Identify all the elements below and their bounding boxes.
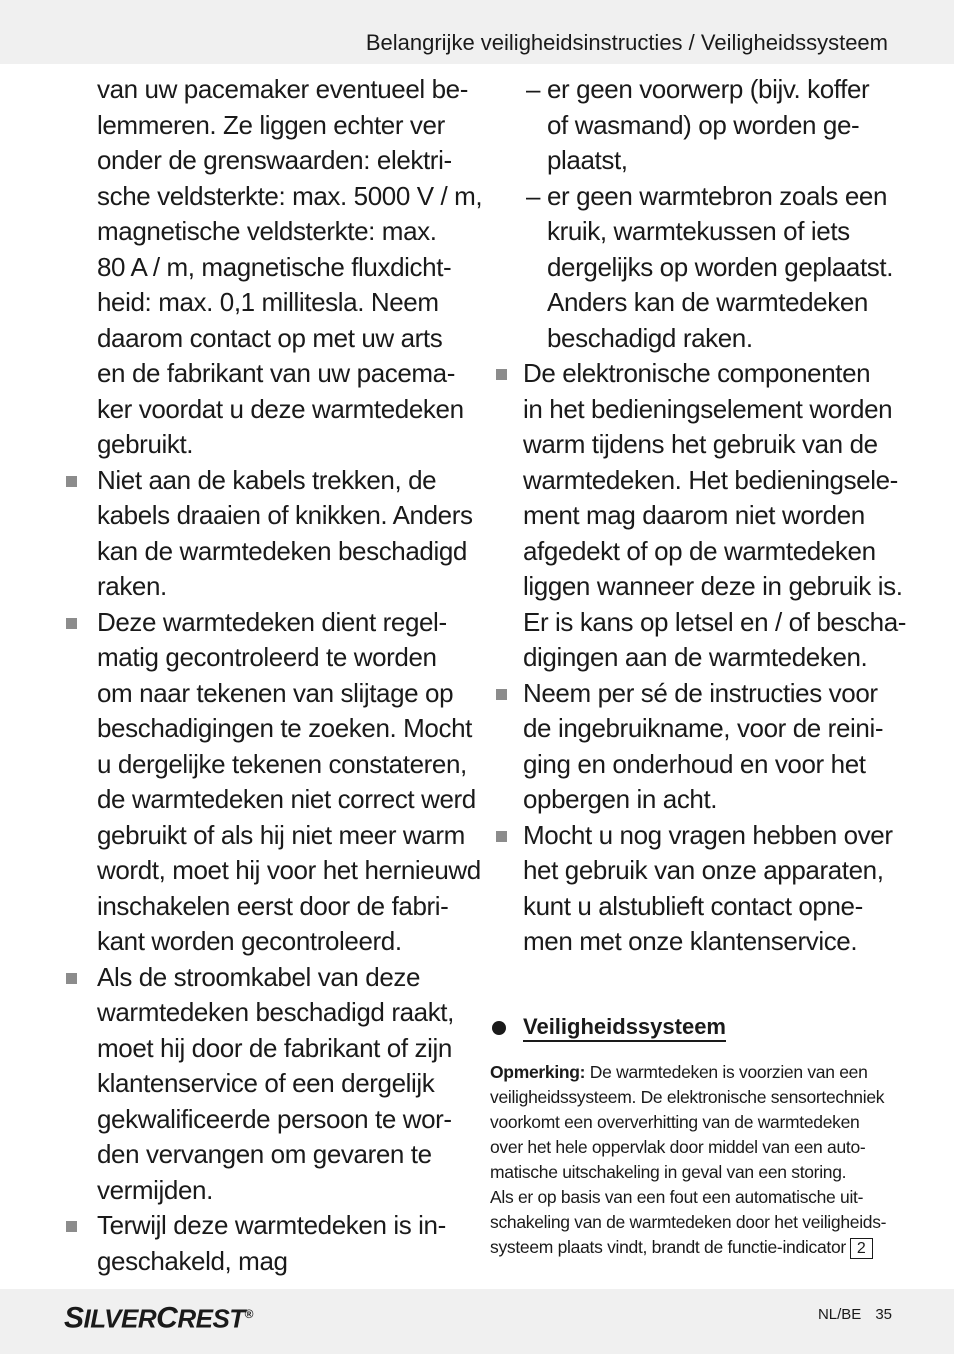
text-line: lemmeren. Ze liggen echter ver — [97, 109, 445, 140]
note-block — [490, 1060, 900, 1260]
text-line: en de fabrikant van uw pacema- — [97, 358, 455, 388]
square-bullet-icon — [66, 476, 77, 487]
dash-marker: – — [526, 74, 541, 104]
text-line: sche veldsterkte: max. 5000 V / m, — [97, 180, 483, 211]
text-line: Niet aan de kabels trekken, de — [97, 464, 437, 495]
dash-item-no-heat-source — [490, 179, 900, 357]
bullet-item-electronics — [490, 356, 907, 676]
text-line: matig gecontroleerd te worden — [97, 642, 437, 672]
text-line: kant worden gecontroleerd. — [97, 926, 402, 956]
text-line: men met onze klantenservice. — [523, 926, 858, 956]
text-line: daarom contact op met uw arts — [97, 322, 443, 353]
text-line: Anders kan de warmtedeken — [547, 287, 868, 317]
text-line: klantenservice of een dergelijk — [97, 1068, 435, 1098]
square-bullet-icon — [496, 831, 507, 842]
bullet-item-switched-on — [60, 1208, 470, 1279]
text-line: of wasmand) op worden ge- — [547, 109, 860, 140]
text-line: magnetische veldsterkte: max. — [97, 216, 437, 246]
dash-marker: – — [526, 180, 541, 211]
text-line: digingen aan de warmtedeken. — [523, 642, 868, 672]
text-line: Deze warmtedeken dient regel- — [97, 606, 447, 637]
square-bullet-icon — [496, 369, 507, 380]
text-line: inschakelen eerst door de fabri- — [97, 890, 449, 921]
text-line: warmtedeken. Het bedieningsele- — [523, 464, 898, 495]
text-line: in het bedieningselement worden — [523, 393, 893, 424]
text-line: gebruikt. — [97, 429, 194, 459]
bullet-item-instructions — [490, 676, 900, 818]
indicator-reference-box: 2 — [850, 1238, 873, 1259]
square-bullet-icon — [66, 1221, 77, 1232]
text-line: onder de grenswaarden: elektri- — [97, 145, 452, 175]
text-line: Mocht u nog vragen hebben over — [523, 819, 893, 850]
locale-label: NL/BE — [817, 1306, 862, 1323]
section-title: Veiligheidssysteem — [523, 1014, 726, 1042]
note-line: over het hele oppervlak door middel van een auto- — [490, 1136, 866, 1157]
note-line: schakeling van de warmtedeken door het veiligheids- — [490, 1211, 887, 1232]
bullet-item-inspection — [60, 605, 481, 960]
round-bullet-icon — [492, 1021, 506, 1035]
text-line: er geen warmtebron zoals een — [547, 180, 888, 211]
text-line: liggen wanneer deze in gebruik is. — [523, 571, 903, 601]
text-line: dergelijks op worden geplaatst. — [547, 251, 894, 282]
text-line: beschadigd raken. — [547, 322, 753, 353]
text-line: De elektronische componenten — [523, 358, 871, 388]
text-line: plaatst, — [547, 145, 628, 175]
text-line: vermijden. — [97, 1174, 213, 1205]
text-line: u dergelijke tekenen constateren, — [97, 748, 467, 779]
text-line: warmtedeken beschadigd raakt, — [97, 997, 454, 1027]
page-number: 35 — [875, 1306, 892, 1323]
note-first-line — [490, 1060, 900, 1085]
text-line: ker voordat u deze warmtedeken — [97, 393, 464, 424]
note-text: De warmtedeken is voorzien van een — [585, 1061, 868, 1082]
text-line: wordt, moet hij voor het hernieuwd — [97, 855, 481, 885]
text-line: beschadigingen te zoeken. Mocht — [97, 713, 472, 743]
brand-logo: SILVERCREST® — [64, 1301, 254, 1335]
dash-item-no-objects — [490, 72, 900, 179]
bullet-item-power-cable — [60, 960, 470, 1209]
note-text: systeem plaats vindt, brandt de functie-indicator — [490, 1236, 846, 1257]
text-line: kabels draaien of knikken. Anders — [97, 500, 473, 530]
section-heading — [490, 1012, 900, 1042]
right-column — [490, 72, 907, 1260]
text-line: Terwijl deze warmtedeken is in- — [97, 1210, 446, 1240]
text-line: moet hij door de fabrikant of zijn — [97, 1032, 452, 1063]
note-line: veiligheidssysteem. De elektronische sensortechniek — [490, 1086, 885, 1107]
text-line: 80 A / m, magnetische fluxdicht- — [97, 251, 452, 282]
left-column — [60, 72, 483, 1279]
text-line: Als de stroomkabel van deze — [97, 961, 421, 992]
bullet-item-questions — [490, 818, 900, 960]
text-line: om naar tekenen van slijtage op — [97, 677, 454, 708]
page-header-title: Belangrijke veiligheidsinstructies / Veiligheidssysteem — [365, 30, 888, 55]
text-line: ging en onderhoud en voor het — [523, 748, 866, 779]
text-line: afgedekt of op de warmtedeken — [523, 535, 876, 566]
text-line: de ingebruikname, voor de reini- — [523, 713, 884, 743]
note-label: Opmerking: — [490, 1061, 586, 1082]
text-line: ment mag daarom niet worden — [523, 500, 865, 530]
text-line: warm tijdens het gebruik van de — [523, 429, 878, 459]
text-line: kan de warmtedeken beschadigd — [97, 535, 467, 566]
text-line: gebruikt of als hij niet meer warm — [97, 819, 465, 850]
text-line: opbergen in acht. — [523, 784, 718, 814]
text-line: kruik, warmtekussen of iets — [547, 216, 850, 246]
text-line: heid: max. 0,1 millitesla. Neem — [97, 287, 439, 317]
text-line: Er is kans op letsel en / of bescha- — [523, 606, 907, 637]
text-line: de warmtedeken niet correct werd — [97, 784, 476, 814]
text-line: geschakeld, mag — [97, 1245, 288, 1276]
footer-meta — [818, 1305, 892, 1325]
square-bullet-icon — [66, 973, 77, 984]
square-bullet-icon — [66, 618, 77, 629]
text-line: het gebruik van onze apparaten, — [523, 855, 884, 885]
text-line: raken. — [97, 571, 167, 601]
note-line: voorkomt een oververhitting van de warmtedeken — [490, 1111, 860, 1132]
bullet-item-cables — [60, 463, 473, 605]
note-last-line — [490, 1235, 900, 1260]
text-line: gekwalificeerde persoon te wor- — [97, 1103, 452, 1134]
text-line: van uw pacemaker eventueel be- — [97, 74, 469, 104]
text-line: er geen voorwerp (bijv. koffer — [547, 74, 870, 104]
note-line: matische uitschakeling in geval van een storing. — [490, 1161, 847, 1182]
square-bullet-icon — [496, 689, 507, 700]
text-line: kunt u alstublieft contact opne- — [523, 890, 863, 921]
text-line: den vervangen om gevaren te — [97, 1139, 432, 1169]
text-line: Neem per sé de instructies voor — [523, 677, 878, 708]
note-line: Als er op basis van een fout een automatische uit- — [490, 1186, 864, 1207]
pacemaker-paragraph — [60, 72, 483, 463]
